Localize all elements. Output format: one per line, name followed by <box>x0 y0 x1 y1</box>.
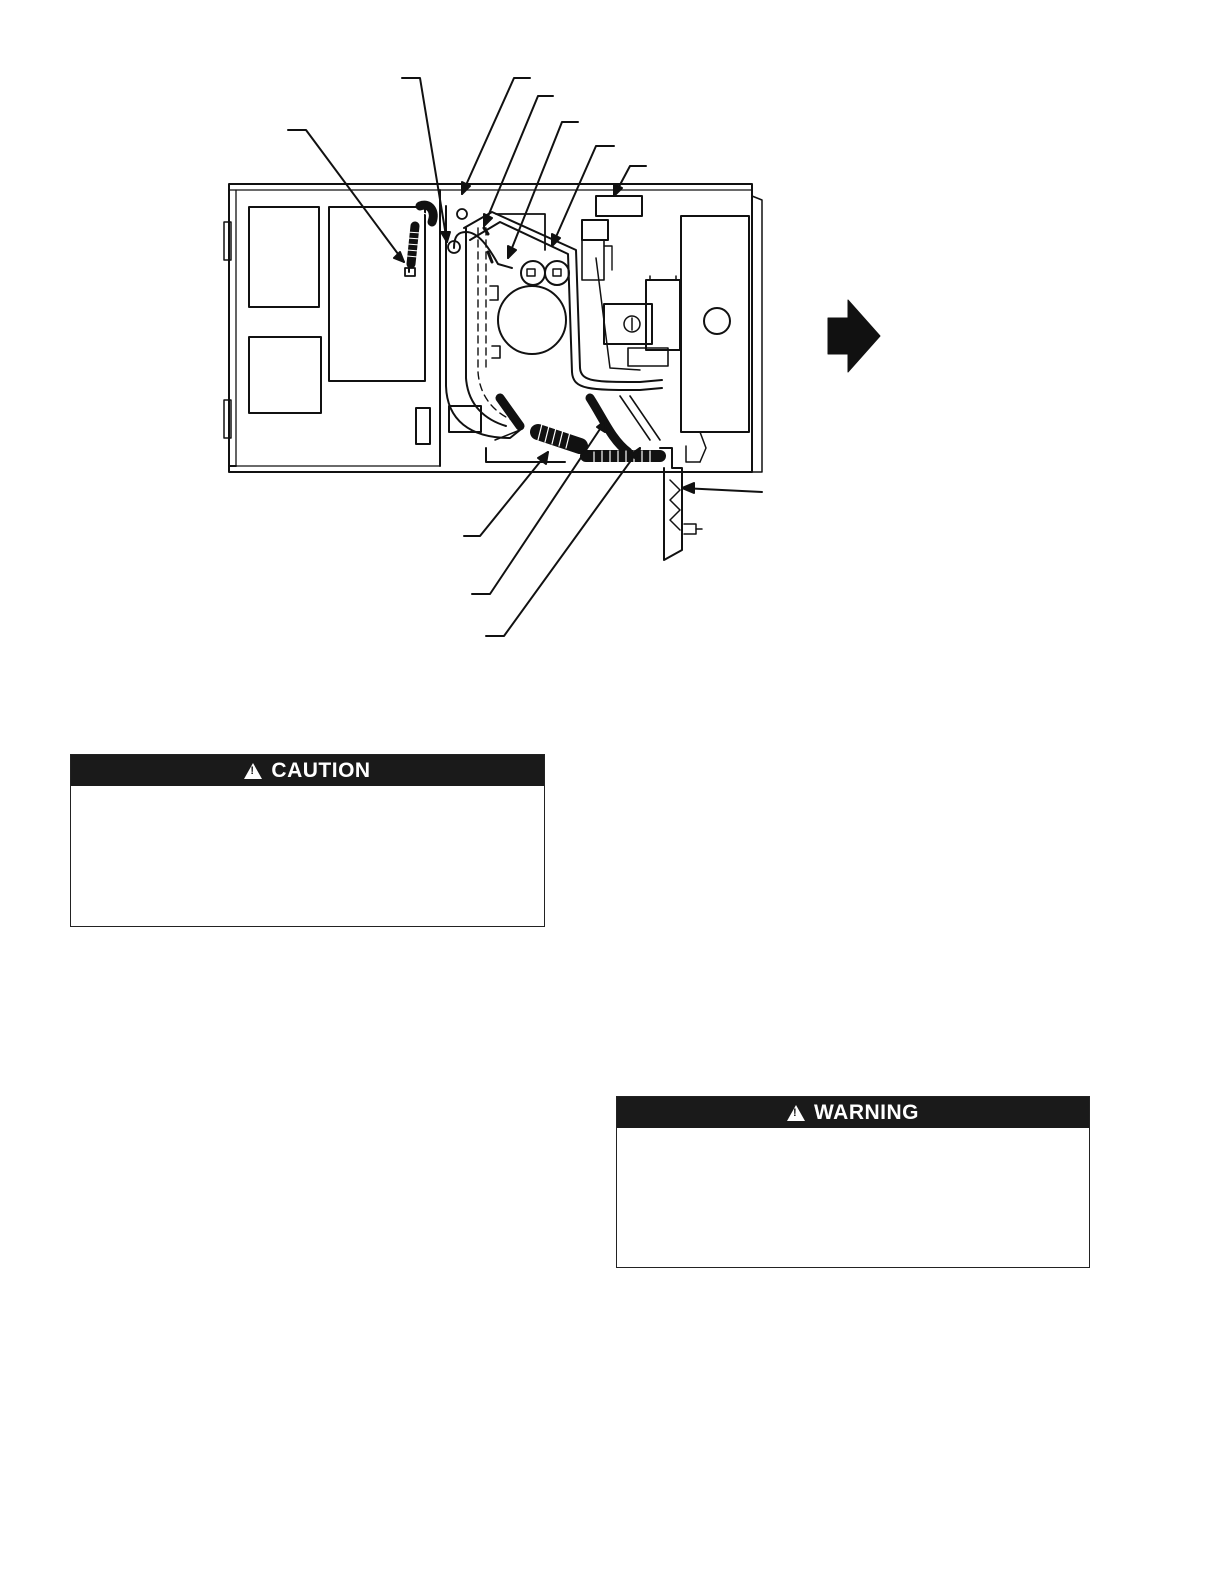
warning-notice <box>616 1096 1090 1268</box>
warning-body <box>617 1128 1089 1267</box>
callout-leaders <box>288 78 762 636</box>
warning-triangle-icon <box>787 1105 805 1121</box>
access-cover <box>660 448 702 560</box>
warning-header <box>617 1097 1089 1128</box>
caution-body <box>71 786 544 926</box>
caution-header <box>71 755 544 786</box>
warning-triangle-icon <box>244 763 262 779</box>
flexible-hose <box>405 205 433 276</box>
direction-arrow-icon <box>828 300 880 372</box>
caution-notice <box>70 754 545 927</box>
unit-assembly-diagram <box>0 0 1224 700</box>
warning-heading: WARNING <box>814 1100 919 1124</box>
caution-heading: CAUTION <box>271 758 371 782</box>
